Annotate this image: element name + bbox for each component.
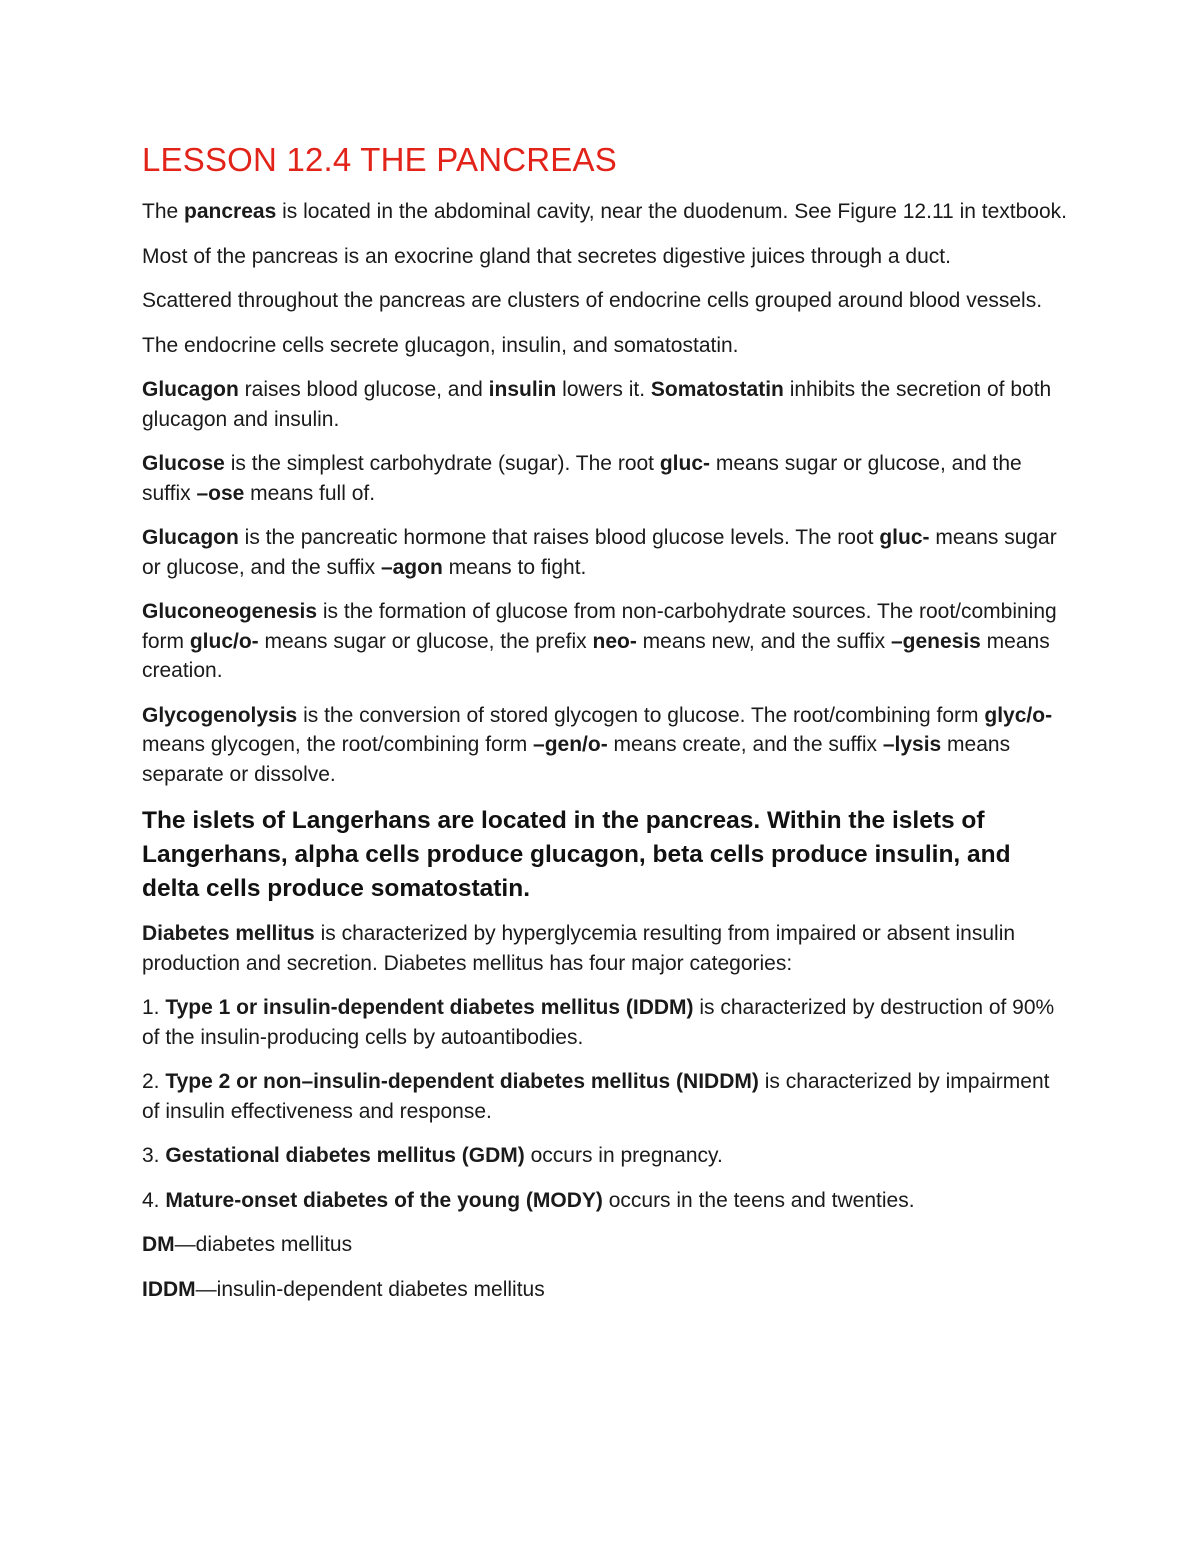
paragraph-glucagon: Glucagon is the pancreatic hormone that raises blood glucose levels. The root gluc- means sugar or glucose, and the suffix –agon means to fight. xyxy=(142,526,1057,579)
paragraph-pancreas-location: The pancreas is located in the abdominal cavity, near the duodenum. See Figure 12.11 in textbook. xyxy=(142,200,1067,223)
abbreviation-item: IDDM—insulin-dependent diabetes mellitus xyxy=(142,1277,545,1301)
paragraph-gluconeogenesis: Gluconeogenesis is the formation of glucose from non-carbohydrate sources. The root/combining form gluc/o- means sugar or glucose, the prefix neo- means new, and the suffix –genesis means creation. xyxy=(142,600,1057,682)
list-item: 1. Type 1 or insulin-dependent diabetes mellitus (IDDM) is characterized by destruction of 90% of the insulin-producing cells by autoantibodies. xyxy=(142,996,1055,1049)
paragraph-glucose: Glucose is the simplest carbohydrate (sugar). The root gluc- means sugar or glucose, and the suffix –ose means full of. xyxy=(142,452,1022,505)
document-page xyxy=(142,138,1072,1319)
paragraph-diabetes-mellitus: Diabetes mellitus is characterized by hyperglycemia resulting from impaired or absent insulin production and secretion. Diabetes mellitus has four major categories: xyxy=(142,922,1016,975)
abbreviation-item: DM—diabetes mellitus xyxy=(142,1233,353,1256)
paragraph-glycogenolysis: Glycogenolysis is the conversion of stored glycogen to glucose. The root/combining form glyc/o- means glycogen, the root/combining form –gen/o- means create, and the suffix –lysis means separate or dissolve. xyxy=(142,703,1053,786)
list-item: 3. Gestational diabetes mellitus (GDM) occurs in pregnancy. xyxy=(142,1144,723,1167)
paragraph-hormone-functions: Glucagon raises blood glucose, and insulin lowers it. Somatostatin inhibits the secretion of both glucagon and insulin. xyxy=(142,378,1052,431)
page-title: LESSON 12.4 THE PANCREAS xyxy=(142,141,617,178)
paragraph-exocrine: Most of the pancreas is an exocrine gland that secretes digestive juices through a duct. xyxy=(142,244,951,268)
list-item: 2. Type 2 or non–insulin-dependent diabetes mellitus (NIDDM) is characterized by impairment of insulin effectiveness and response. xyxy=(142,1070,1050,1123)
paragraph-islets-of-langerhans: The islets of Langerhans are located in the pancreas. Within the islets of Langerhans, alpha cells produce glucagon, beta cells produce insulin, and delta cells produce somatostatin. xyxy=(142,807,1011,902)
list-item: 4. Mature-onset diabetes of the young (MODY) occurs in the teens and twenties. xyxy=(142,1188,915,1212)
paragraph-endocrine-secretions: The endocrine cells secrete glucagon, insulin, and somatostatin. xyxy=(142,333,739,357)
paragraph-endocrine-clusters: Scattered throughout the pancreas are clusters of endocrine cells grouped around blood vessels. xyxy=(142,289,1043,312)
